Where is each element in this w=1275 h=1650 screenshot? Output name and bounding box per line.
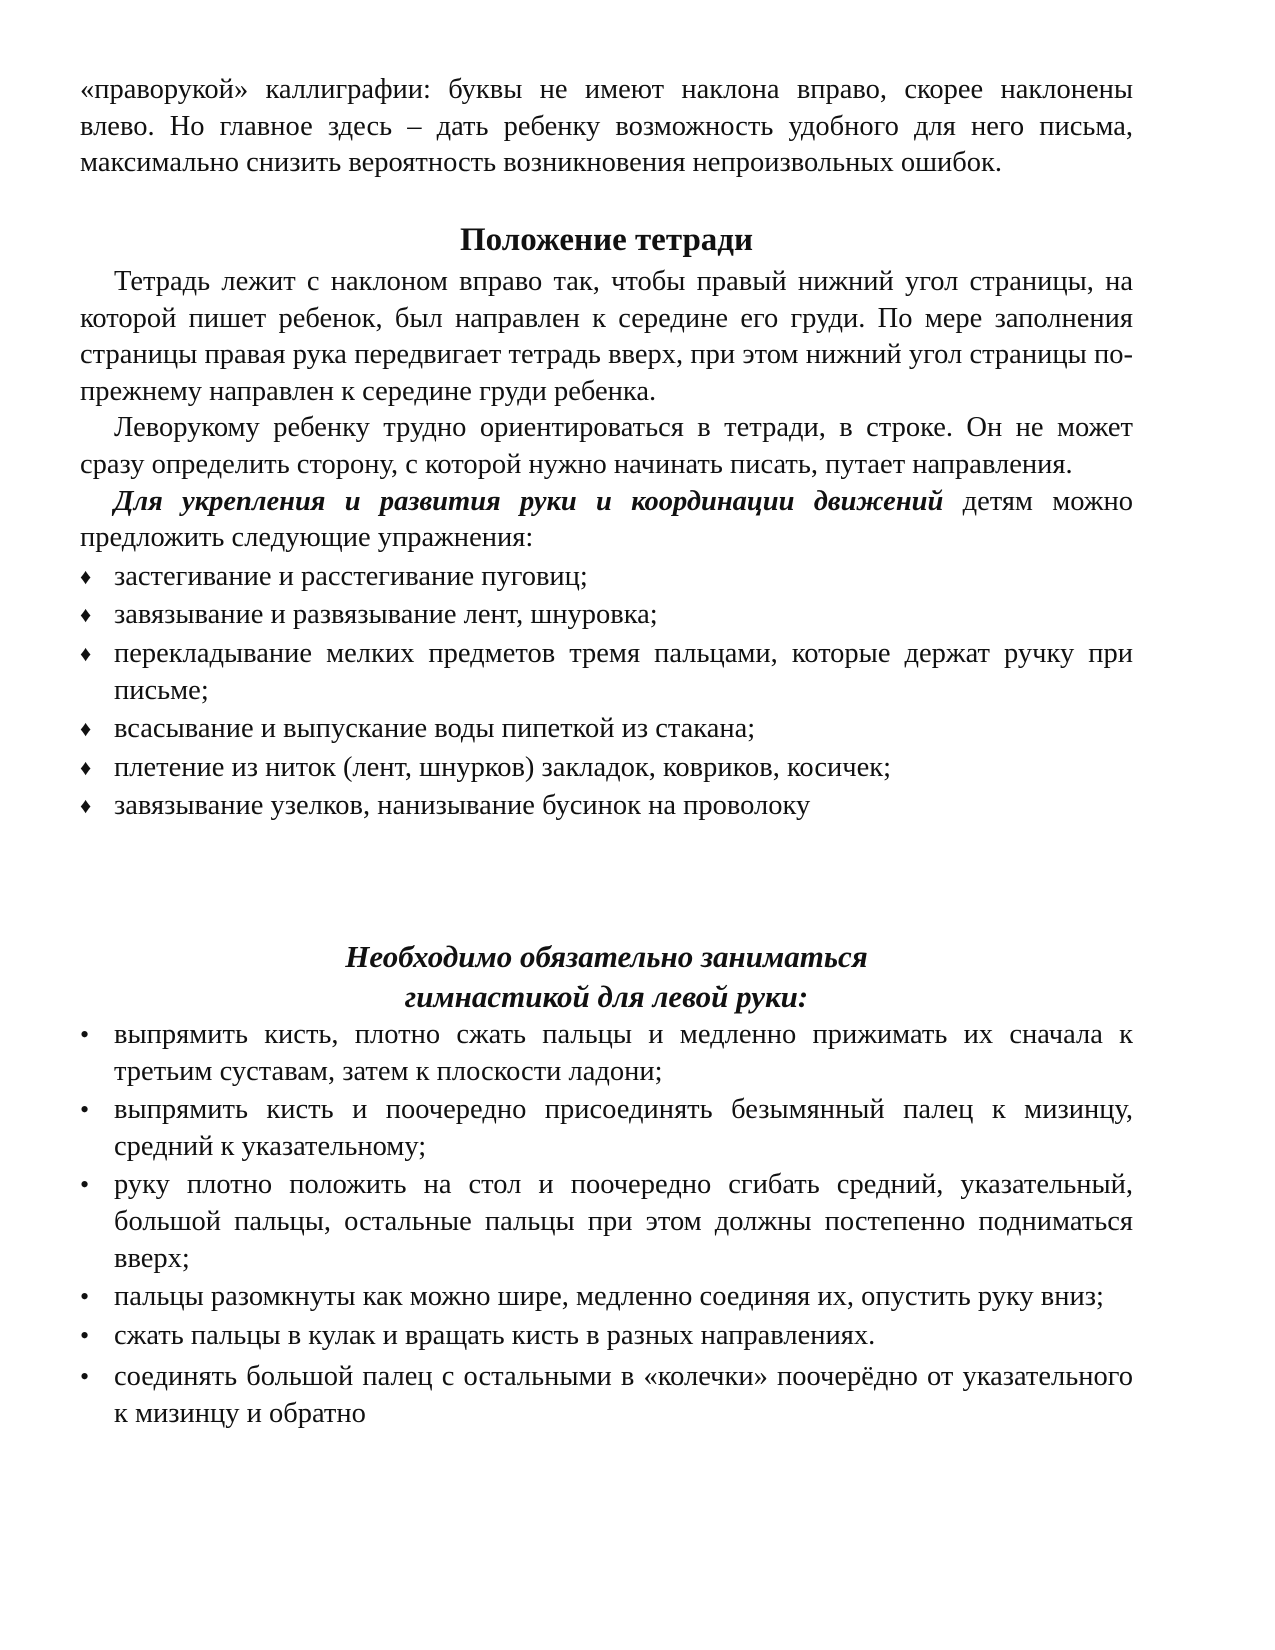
gymnastics-list (80, 1017, 1133, 1433)
item-text: соединять большой палец с остальными в «колечки» поочерёдно от указательного к мизинцу и обратно (114, 1361, 1133, 1429)
dot-bullet-icon: • (80, 1282, 90, 1312)
item-text: пальцы разомкнуты как можно шире, медленно соединяя их, опустить руку вниз; (114, 1281, 1104, 1313)
paragraph: Леворукому ребенку трудно ориентироваться в тетради, в строке. Он не может сразу определить сторону, с которой нужно начинать писать, путает направления. (80, 412, 1133, 480)
list-item (80, 1318, 1133, 1355)
list-item (80, 1167, 1133, 1277)
section-heading-gymnastics (80, 937, 1133, 1017)
emphasis-text: Для укрепления и развития руки и координации движений (114, 485, 944, 517)
diamond-bullet-icon: ♦ (80, 754, 92, 780)
item-text: завязывание и развязывание лент, шнуровка; (114, 599, 658, 631)
list-item (80, 788, 1133, 825)
dot-bullet-icon: • (80, 1095, 90, 1125)
paragraph: Тетрадь лежит с наклоном вправо так, чтобы правый нижний угол страницы, на которой пишет ребенок, был направлен к середине его груди. По мере заполнения страницы правая рука передвигает тетрадь вверх, при этом нижний угол страницы по-прежнему направлен к середине груди ребенка. (80, 266, 1133, 407)
item-text: выпрямить кисть, плотно сжать пальцы и медленно прижимать их сначала к третьим суставам, затем к плоскости ладони; (114, 1019, 1133, 1087)
list-item (80, 597, 1133, 634)
diamond-bullet-icon: ♦ (80, 602, 92, 628)
list-item (80, 636, 1133, 709)
list-item (80, 711, 1133, 748)
item-text: завязывание узелков, нанизывание бусинок на проволоку (114, 790, 811, 822)
item-text: сжать пальцы в кулак и вращать кисть в разных направлениях. (114, 1319, 876, 1351)
section-heading-notebook-position: Положение тетради (459, 222, 754, 258)
section2-body (80, 1017, 1133, 1433)
exercise-list (80, 559, 1133, 825)
list-item (80, 1359, 1133, 1432)
diamond-bullet-icon: ♦ (80, 793, 92, 819)
item-text: выпрямить кисть и поочередно присоединять безымянный палец к мизинцу, средний к указательному; (114, 1094, 1133, 1162)
dot-bullet-icon: • (80, 1020, 90, 1049)
item-text: руку плотно положить на стол и поочередно сгибать средний, указательный, большой пальцы, остальные пальцы при этом должны постепенно подниматься вверх; (114, 1169, 1133, 1274)
paragraph-text: «праворукой» каллиграфии: буквы не имеют наклона вправо, скорее наклонены влево. Но главное здесь – дать ребенку возможность удобного для него письма, максимально снизить вероятность возникновения непроизвольных ошибок. (80, 74, 1133, 179)
list-item (80, 1092, 1133, 1165)
section1-body (80, 264, 1133, 825)
list-item (80, 559, 1133, 596)
list-item (80, 1017, 1133, 1090)
diamond-bullet-icon: ♦ (80, 640, 92, 666)
heading-line: гимнастикой для левой руки: (404, 979, 809, 1014)
text: детям можно предложить следующие упражнения: (80, 485, 1133, 554)
dot-bullet-icon: • (80, 1362, 90, 1392)
heading-line: Необходимо обязательно заниматься (345, 939, 868, 974)
diamond-bullet-icon: ♦ (80, 716, 92, 742)
item-text: застегивание и расстегивание пуговиц; (114, 560, 588, 592)
item-text: всасывание и выпускание воды пипеткой из стакана; (114, 713, 756, 745)
dot-bullet-icon: • (80, 1170, 90, 1200)
list-item (80, 1279, 1133, 1316)
list-item (80, 750, 1133, 787)
exercises-intro (80, 484, 1133, 557)
diamond-bullet-icon: ♦ (80, 563, 92, 589)
dot-bullet-icon: • (80, 1320, 90, 1350)
item-text: перекладывание мелких предметов тремя пальцами, которые держат ручку при письме; (114, 637, 1133, 706)
intro-paragraph (80, 72, 1133, 182)
item-text: плетение из ниток (лент, шнурков) закладок, ковриков, косичек; (114, 751, 891, 783)
